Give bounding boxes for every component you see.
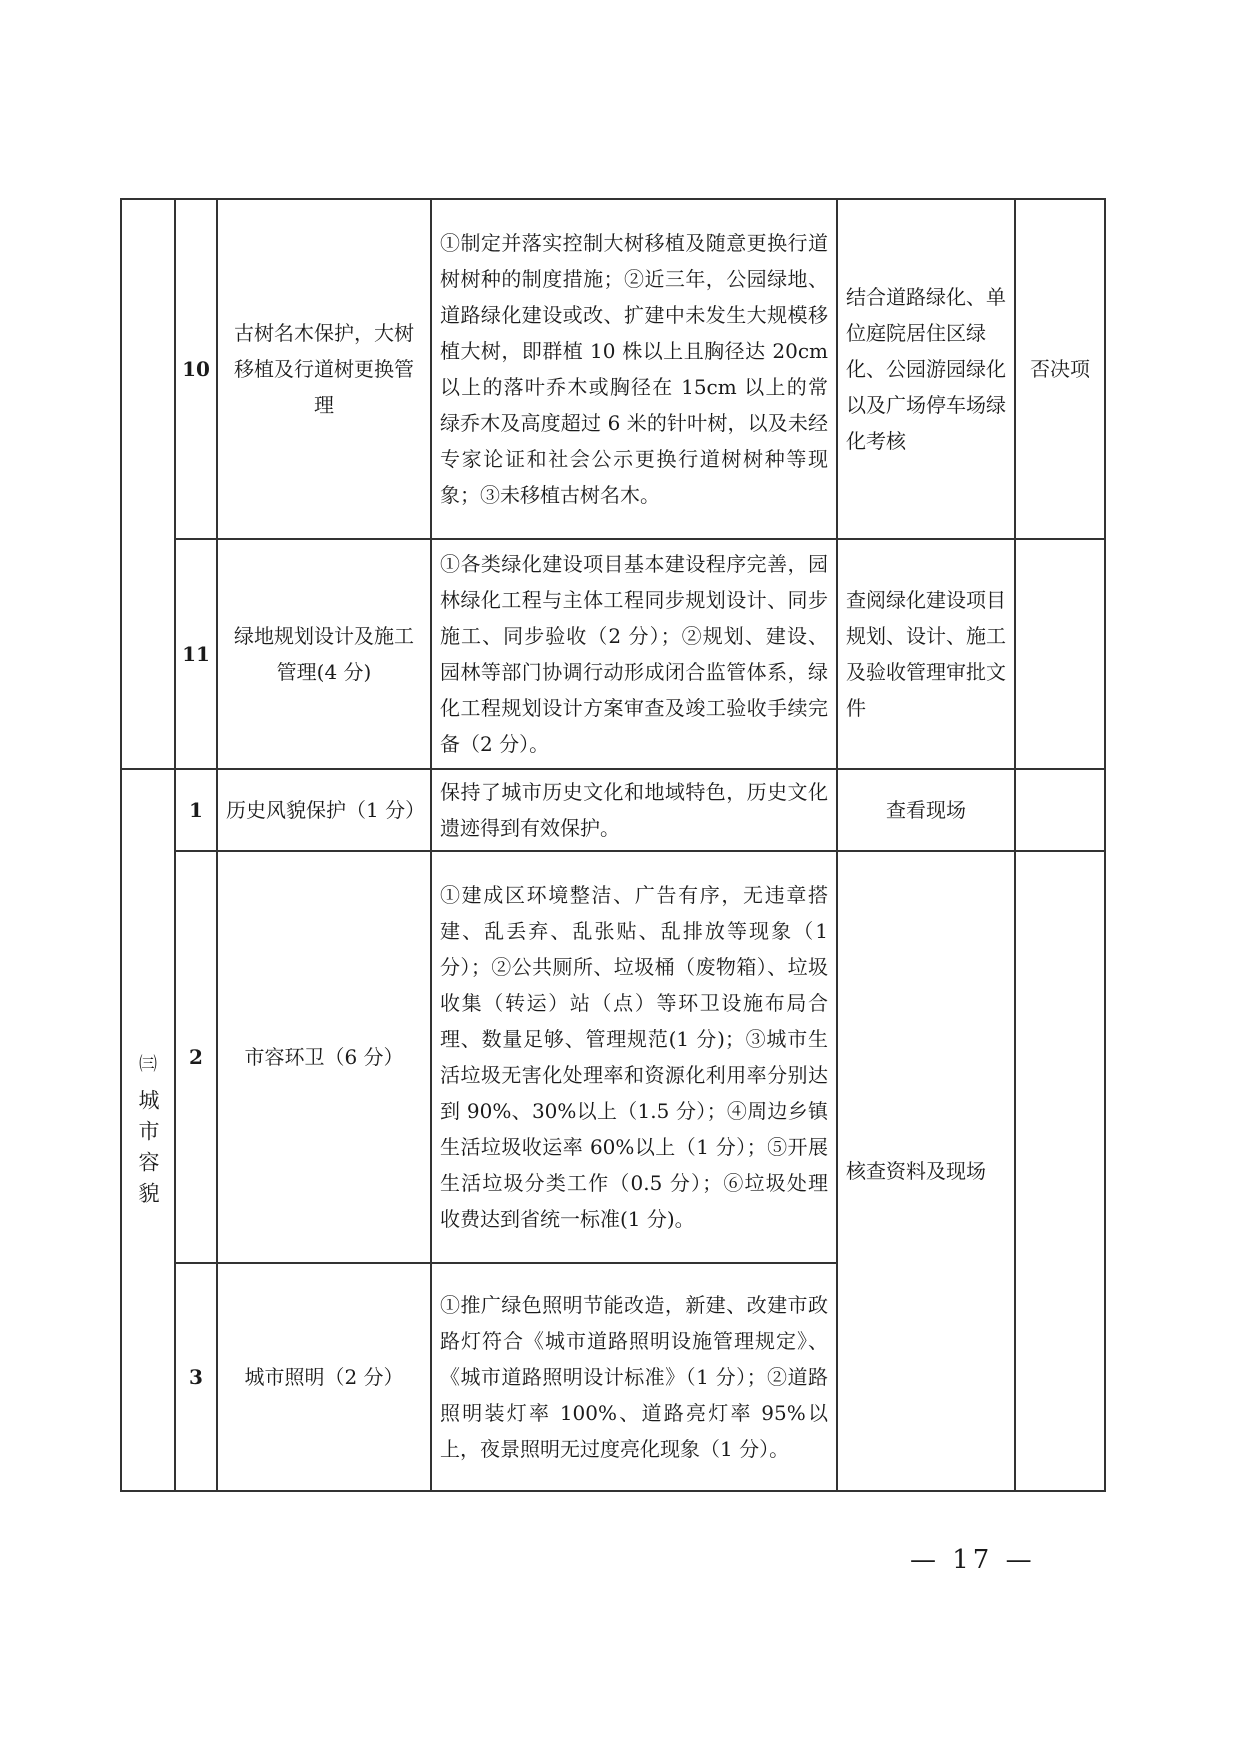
row-item: 历史风貌保护（1 分）: [217, 769, 431, 851]
evaluation-table: [120, 198, 1106, 1492]
row-note: [1015, 769, 1105, 851]
row-item: 绿地规划设计及施工管理(4 分): [217, 539, 431, 769]
category-cell-empty: [121, 199, 175, 769]
category-cell: [121, 769, 175, 1491]
row-method: 查看现场: [837, 769, 1015, 851]
table-row: [121, 769, 1105, 851]
row-method: 查阅绿化建设项目规划、设计、施工及验收管理审批文件: [837, 539, 1015, 769]
table-row: [121, 199, 1105, 539]
row-content: ①制定并落实控制大树移植及随意更换行道树树种的制度措施；②近三年，公园绿地、道路绿化建设或改、扩建中未发生大规模移植大树，即群植 10 株以上且胸径达 20cm 以上的落叶乔木或胸径在 15cm 以上的常绿乔木及高度超过 6 米的针叶树，以及未经专家论证和社会公示更换行道树树种等现象；③未移植古树名木。: [431, 199, 837, 539]
row-method: 结合道路绿化、单位庭院居住区绿化、公园游园绿化以及广场停车场绿化考核: [837, 199, 1015, 539]
row-content: ①建成区环境整洁、广告有序，无违章搭建、乱丢弃、乱张贴、乱排放等现象（1 分）；②公共厕所、垃圾桶（废物箱）、垃圾收集（转运）站（点）等环卫设施布局合理、数量足够、管理规范(1 分)；③城市生活垃圾无害化处理率和资源化利用率分别达到 90%、30%以上（1.5 分）；④周边乡镇生活垃圾收运率 60%以上（1 分）；⑤开展生活垃圾分类工作（0.5 分）；⑥垃圾处理收费达到省统一标准(1 分)。: [431, 851, 837, 1263]
row-number: 10: [175, 199, 217, 539]
row-number: 1: [175, 769, 217, 851]
row-content: ①各类绿化建设项目基本建设程序完善，园林绿化工程与主体工程同步规划设计、同步施工、同步验收（2 分）；②规划、建设、园林等部门协调行动形成闭合监管体系，绿化工程规划设计方案审查及竣工验收手续完备（2 分）。: [431, 539, 837, 769]
page-number: — 17 —: [910, 1545, 1036, 1575]
row-content: 保持了城市历史文化和地域特色，历史文化遗迹得到有效保护。: [431, 769, 837, 851]
row-note: 否决项: [1015, 199, 1105, 539]
row-item: 古树名木保护，大树移植及行道树更换管理: [217, 199, 431, 539]
category-name: 城市容貌: [136, 1089, 160, 1213]
row-note: [1015, 851, 1105, 1491]
table-row: [121, 851, 1105, 1263]
row-item: 市容环卫（6 分）: [217, 851, 431, 1263]
category-number: ㈢: [139, 1054, 157, 1075]
row-item: 城市照明（2 分）: [217, 1263, 431, 1491]
row-number: 3: [175, 1263, 217, 1491]
row-note: [1015, 539, 1105, 769]
row-number: 2: [175, 851, 217, 1263]
row-method: 核查资料及现场: [837, 851, 1015, 1491]
table-row: [121, 539, 1105, 769]
row-content: ①推广绿色照明节能改造，新建、改建市政路灯符合《城市道路照明设施管理规定》、《城市道路照明设计标准》（1 分）；②道路照明装灯率 100%、道路亮灯率 95%以上，夜景照明无过度亮化现象（1 分）。: [431, 1263, 837, 1491]
row-number: 11: [175, 539, 217, 769]
